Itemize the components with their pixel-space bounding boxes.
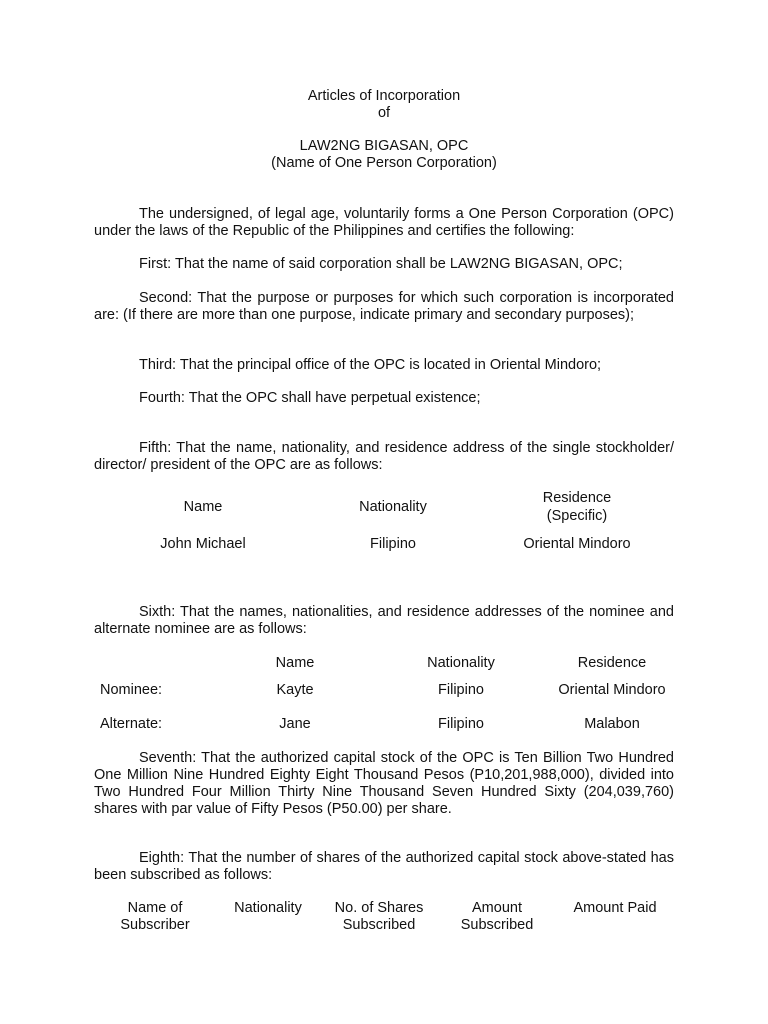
stockholder-header-residence: Residence	[542, 490, 612, 506]
stockholder-header-nationality: Nationality	[359, 499, 427, 515]
subscription-header-shares: No. of Shares	[334, 900, 424, 916]
stockholder-name: John Michael	[160, 536, 246, 552]
document-title: Articles of Incorporation	[307, 88, 461, 104]
article-fifth: Fifth: That the name, nationality, and residence address of the single stockholder/ director/ president of the OPC are as follows:	[94, 440, 674, 473]
alternate-nationality: Filipino	[438, 716, 484, 732]
subscription-header-shares-line2: Subscribed	[342, 917, 416, 933]
stockholder-header-residence-specific: (Specific)	[546, 508, 608, 524]
intro-paragraph: The undersigned, of legal age, voluntarily forms a One Person Corporation (OPC) under the laws of the Republic of the Philippines and certifies the following:	[94, 206, 674, 239]
corporation-name: LAW2NG BIGASAN, OPC	[299, 138, 469, 154]
alternate-name: Jane	[279, 716, 311, 732]
nominee-header-name: Name	[275, 655, 315, 671]
subscription-header-subscriber: Name of	[127, 900, 183, 916]
stockholder-header-name: Name	[183, 499, 223, 515]
document-subtitle: (Name of One Person Corporation)	[271, 155, 497, 171]
subscription-header-paid: Amount Paid	[573, 900, 657, 916]
subscription-header-subscriber-line2: Subscriber	[120, 917, 190, 933]
title-of: of	[377, 105, 391, 121]
article-fourth: Fourth: That the OPC shall have perpetual existence;	[139, 390, 481, 406]
article-first: First: That the name of said corporation shall be LAW2NG BIGASAN, OPC;	[139, 256, 623, 272]
subscription-header-nationality: Nationality	[234, 900, 302, 916]
subscription-header-amount-line2: Subscribed	[460, 917, 534, 933]
article-sixth: Sixth: That the names, nationalities, and residence addresses of the nominee and alternate nominee are as follows:	[94, 604, 674, 637]
nominee-header-residence: Residence	[577, 655, 647, 671]
nominee-name: Kayte	[276, 682, 314, 698]
article-seventh: Seventh: That the authorized capital stock of the OPC is Ten Billion Two Hundred One Million Nine Hundred Eighty Eight Thousand Pesos (P10,201,988,000), divided into Two Hundred Four Million Thirty Nine Thousand Seven Hundred Sixty (204,039,760) shares with par value of Fifty Pesos (P50.00) per share.	[94, 750, 674, 817]
article-third: Third: That the principal office of the OPC is located in Oriental Mindoro;	[139, 357, 602, 373]
alternate-role: Alternate:	[100, 716, 163, 732]
subscription-header-amount: Amount	[472, 900, 522, 916]
article-second: Second: That the purpose or purposes for which such corporation is incorporated are: (If there are more than one purpose, indicate primary and secondary purposes);	[94, 290, 674, 323]
article-eighth: Eighth: That the number of shares of the authorized capital stock above-stated has been subscribed as follows:	[94, 850, 674, 883]
nominee-header-nationality: Nationality	[427, 655, 495, 671]
stockholder-nationality: Filipino	[370, 536, 416, 552]
stockholder-residence: Oriental Mindoro	[523, 536, 631, 552]
nominee-role: Nominee:	[100, 682, 163, 698]
alternate-residence: Malabon	[584, 716, 640, 732]
nominee-residence: Oriental Mindoro	[558, 682, 666, 698]
nominee-nationality: Filipino	[438, 682, 484, 698]
